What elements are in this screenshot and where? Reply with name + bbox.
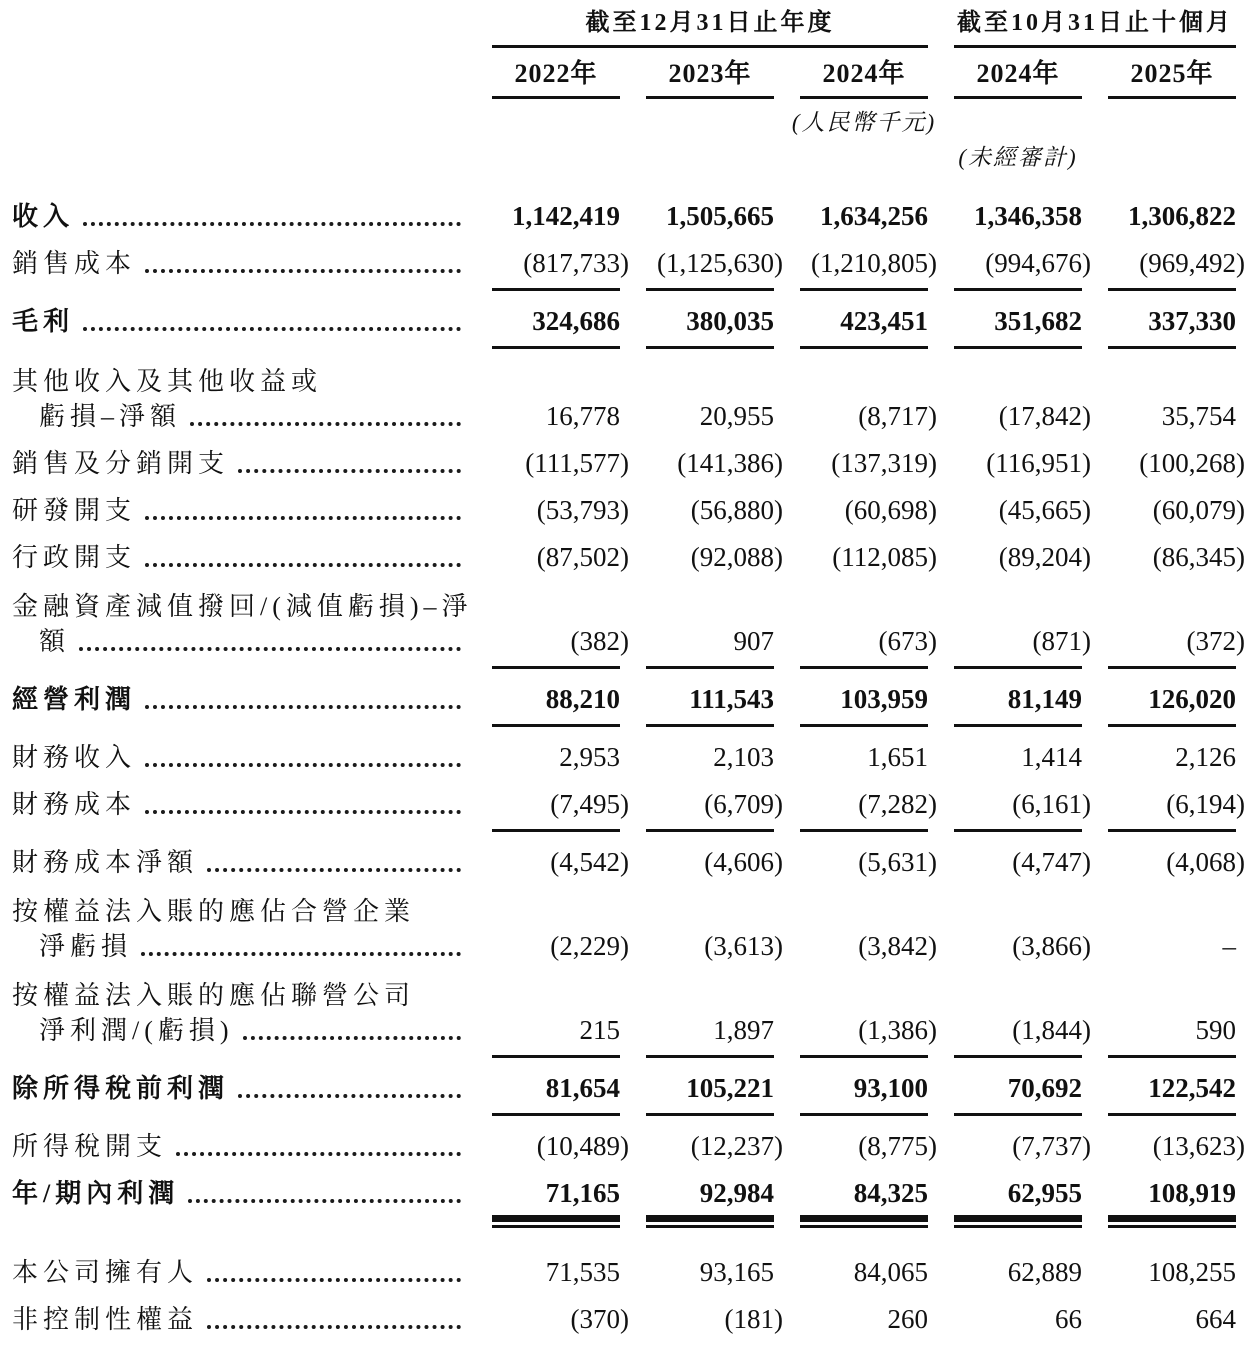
value-text: (181)	[724, 1304, 783, 1334]
value-text: 105,221	[686, 1073, 774, 1103]
value-cell	[492, 846, 629, 879]
value-cell	[800, 625, 937, 669]
value-cell	[646, 1014, 774, 1058]
value-cell	[954, 1256, 1082, 1289]
row-label-text: 銷售成本	[12, 249, 137, 278]
value-text: 590	[1195, 1015, 1236, 1045]
value-cell	[800, 741, 928, 774]
value-text: 1,897	[713, 1015, 774, 1045]
currency-note-row	[12, 108, 1236, 137]
col-header-2022: 2022年	[492, 59, 620, 99]
value-cell	[492, 400, 620, 433]
dot-leader	[141, 952, 461, 956]
value-cell	[954, 788, 1091, 832]
value-text: (1,125,630)	[657, 248, 783, 278]
row-label	[12, 741, 466, 774]
value-cell	[1108, 494, 1245, 527]
value-cell	[954, 494, 1091, 527]
value-cell	[1108, 1303, 1236, 1336]
value-text: (89,204)	[998, 542, 1091, 572]
row-label-text: 除所得稅前利潤	[12, 1074, 230, 1103]
value-text: 260	[887, 1304, 928, 1334]
value-cell	[800, 200, 928, 233]
value-cell	[646, 1303, 783, 1336]
row-label-line1: 金融資產減值撥回/(減值虧損)–淨	[12, 592, 473, 621]
value-cell	[954, 400, 1091, 433]
value-cell	[954, 1303, 1082, 1336]
value-text: (4,606)	[704, 847, 783, 877]
value-text: 1,346,358	[974, 201, 1082, 231]
value-text: 126,020	[1148, 684, 1236, 714]
value-cell	[646, 1130, 783, 1163]
value-cell	[492, 1130, 629, 1163]
value-cell	[646, 494, 783, 527]
row-label	[12, 247, 466, 280]
value-cell	[1108, 247, 1245, 291]
row-label	[12, 400, 466, 433]
value-cell	[492, 741, 620, 774]
value-cell	[800, 1303, 928, 1336]
value-cell	[954, 930, 1091, 963]
value-cell	[646, 930, 783, 963]
dot-leader	[190, 422, 461, 426]
value-text: 20,955	[699, 401, 774, 431]
dot-leader	[243, 1036, 461, 1040]
value-cell	[800, 1177, 928, 1230]
row-label-text: 財務成本淨額	[12, 848, 199, 877]
row-label-text: 淨利潤/(虧損)	[39, 1016, 234, 1045]
table-row	[12, 788, 1245, 832]
row-label	[12, 305, 466, 338]
row-label-text: 所得稅開支	[12, 1132, 168, 1161]
value-text: (137,319)	[831, 448, 937, 478]
value-text: 66	[1055, 1304, 1082, 1334]
value-text: 324,686	[532, 306, 620, 336]
row-label-text: 財務收入	[12, 743, 137, 772]
value-text: (6,194)	[1166, 789, 1245, 819]
value-cell	[646, 788, 783, 832]
dot-leader	[207, 1325, 461, 1329]
dot-leader	[145, 563, 461, 567]
value-cell	[1108, 930, 1236, 963]
value-text: 84,325	[853, 1178, 928, 1208]
table-row	[12, 447, 1245, 480]
value-text: 2,953	[559, 742, 620, 772]
value-text: (13,623)	[1152, 1131, 1245, 1161]
value-cell	[646, 1072, 774, 1116]
value-cell	[646, 247, 783, 291]
row-label-text: 年/期內利潤	[12, 1179, 180, 1208]
value-cell	[492, 930, 629, 963]
table-row	[12, 1177, 1236, 1230]
value-text: (112,085)	[832, 542, 937, 572]
value-cell	[646, 1177, 774, 1230]
value-text: (969,492)	[1139, 248, 1245, 278]
value-text: (17,842)	[998, 401, 1091, 431]
dot-leader	[188, 1199, 461, 1203]
col-header-2025-ten-months: 2025年	[1108, 59, 1236, 99]
value-cell	[646, 625, 774, 669]
row-label	[12, 1256, 466, 1289]
value-text: (111,577)	[525, 448, 629, 478]
value-cell	[492, 683, 620, 727]
value-cell	[492, 247, 629, 291]
value-text: 93,165	[699, 1257, 774, 1287]
row-label-text: 銷售及分銷開支	[12, 449, 230, 478]
value-cell	[646, 1256, 774, 1289]
row-label	[12, 447, 466, 480]
value-text: (141,386)	[677, 448, 783, 478]
table-row	[12, 400, 1236, 433]
dot-leader	[238, 469, 461, 473]
value-text: 2,103	[713, 742, 774, 772]
value-cell	[954, 200, 1082, 233]
value-cell	[954, 1014, 1091, 1058]
value-text: (3,866)	[1012, 931, 1091, 961]
value-cell	[492, 494, 629, 527]
value-text: (45,665)	[998, 495, 1091, 525]
value-cell	[1108, 1256, 1236, 1289]
row-label-text: 研發開支	[12, 496, 137, 525]
value-cell	[1108, 741, 1236, 774]
row-label-text: 淨虧損	[39, 932, 133, 961]
value-cell	[954, 683, 1082, 727]
value-text: –	[1222, 931, 1236, 961]
value-text: 664	[1195, 1304, 1236, 1334]
value-text: (8,775)	[858, 1131, 937, 1161]
col-header-2023: 2023年	[646, 59, 774, 99]
value-cell	[492, 200, 620, 233]
value-text: (817,733)	[523, 248, 629, 278]
value-cell	[800, 788, 937, 832]
value-text: (56,880)	[690, 495, 783, 525]
value-text: (7,282)	[858, 789, 937, 819]
table-row	[12, 305, 1236, 349]
dot-leader	[207, 868, 461, 872]
unaudited-note: (未經審計)	[958, 145, 1078, 170]
dot-leader	[79, 647, 461, 651]
table-row	[12, 1130, 1245, 1163]
value-cell	[1108, 1130, 1245, 1163]
value-text: 122,542	[1148, 1073, 1236, 1103]
value-text: 70,692	[1007, 1073, 1082, 1103]
value-text: 84,065	[853, 1257, 928, 1287]
value-cell	[1108, 1072, 1236, 1116]
value-cell	[492, 541, 629, 574]
value-text: (87,502)	[536, 542, 629, 572]
value-cell	[492, 305, 620, 349]
value-cell	[1108, 788, 1245, 832]
value-text: (10,489)	[536, 1131, 629, 1161]
dot-leader	[145, 516, 461, 520]
value-cell	[492, 788, 629, 832]
header-group-ten-months: 截至10月31日止十個月	[954, 8, 1236, 48]
value-text: (7,737)	[1012, 1131, 1091, 1161]
value-cell	[492, 447, 629, 480]
value-cell	[954, 1177, 1082, 1230]
value-text: (1,210,805)	[811, 248, 937, 278]
value-text: 35,754	[1161, 401, 1236, 431]
value-cell	[1108, 1177, 1236, 1230]
value-text: (116,951)	[986, 448, 1091, 478]
value-text: 1,634,256	[820, 201, 928, 231]
value-text: (6,161)	[1012, 789, 1091, 819]
value-text: (2,229)	[550, 931, 629, 961]
row-label	[12, 683, 466, 716]
value-cell	[954, 1130, 1091, 1163]
table-row	[12, 1256, 1236, 1289]
row-label-line1: 按權益法入賬的應佔聯營公司	[12, 981, 416, 1010]
value-cell	[800, 247, 937, 291]
row-label	[12, 1072, 466, 1105]
col-header-2024-ten-months: 2024年	[954, 59, 1082, 99]
value-cell	[492, 1256, 620, 1289]
table-row	[12, 625, 1245, 669]
table-row	[12, 541, 1245, 574]
row-label	[12, 494, 466, 527]
value-text: 423,451	[840, 306, 928, 336]
value-text: (1,844)	[1012, 1015, 1091, 1045]
value-cell	[1108, 541, 1245, 574]
value-text: (60,698)	[844, 495, 937, 525]
value-cell	[492, 625, 629, 669]
value-text: 88,210	[545, 684, 620, 714]
table-header-groups	[12, 8, 1236, 48]
value-cell	[800, 846, 937, 879]
value-text: 380,035	[686, 306, 774, 336]
value-text: (6,709)	[704, 789, 783, 819]
value-text: 81,654	[545, 1073, 620, 1103]
row-label	[12, 625, 466, 658]
row-label	[12, 200, 466, 233]
value-cell	[1108, 305, 1236, 349]
value-cell	[1108, 447, 1245, 480]
value-text: 71,165	[545, 1178, 620, 1208]
dot-leader	[83, 222, 461, 226]
value-cell	[954, 247, 1091, 291]
value-text: 1,505,665	[666, 201, 774, 231]
value-cell	[646, 846, 783, 879]
row-label	[12, 1130, 466, 1163]
value-text: (1,386)	[858, 1015, 937, 1045]
value-text: (3,842)	[858, 931, 937, 961]
value-text: 62,955	[1007, 1178, 1082, 1208]
row-label-text: 非控制性權益	[12, 1305, 199, 1334]
value-cell	[800, 1130, 937, 1163]
value-text: (86,345)	[1152, 542, 1245, 572]
value-text: 351,682	[994, 306, 1082, 336]
row-label-text: 虧損–淨額	[39, 402, 182, 431]
value-cell	[646, 541, 783, 574]
row-label-text: 行政開支	[12, 543, 137, 572]
row-label	[12, 541, 466, 574]
value-text: (4,068)	[1166, 847, 1245, 877]
row-label-line1: 按權益法入賬的應佔合營企業	[12, 897, 416, 926]
value-text: (7,495)	[550, 789, 629, 819]
value-cell	[800, 400, 937, 433]
dot-leader	[176, 1152, 461, 1156]
row-label-text: 本公司擁有人	[12, 1258, 199, 1287]
value-text: (5,631)	[858, 847, 937, 877]
dot-leader	[83, 327, 461, 331]
value-text: (4,747)	[1012, 847, 1091, 877]
value-cell	[646, 200, 774, 233]
table-row	[12, 494, 1245, 527]
dot-leader	[145, 810, 461, 814]
dot-leader	[207, 1278, 461, 1282]
value-text: 111,543	[689, 684, 774, 714]
value-cell	[954, 1072, 1082, 1116]
value-text: 81,149	[1007, 684, 1082, 714]
value-cell	[492, 1014, 620, 1058]
dot-leader	[238, 1094, 461, 1098]
value-cell	[954, 741, 1082, 774]
table-row	[12, 200, 1236, 233]
dot-leader	[145, 269, 461, 273]
value-text: 1,651	[867, 742, 928, 772]
value-text: 907	[733, 626, 774, 656]
value-text: (12,237)	[690, 1131, 783, 1161]
dot-leader	[145, 763, 461, 767]
value-text: (370)	[570, 1304, 629, 1334]
value-text: 108,255	[1148, 1257, 1236, 1287]
value-cell	[800, 1072, 928, 1116]
value-cell	[646, 683, 774, 727]
value-cell	[800, 541, 937, 574]
table-row	[12, 1014, 1236, 1058]
value-text: (871)	[1032, 626, 1091, 656]
row-label-text: 財務成本	[12, 790, 137, 819]
value-text: (994,676)	[985, 248, 1091, 278]
row-label	[12, 930, 466, 963]
row-label	[12, 788, 466, 821]
value-text: 1,306,822	[1128, 201, 1236, 231]
dot-leader	[145, 705, 461, 709]
value-cell	[1108, 400, 1236, 433]
row-label-text: 額	[39, 627, 71, 656]
currency-note: (人民幣千元)	[791, 110, 937, 135]
table-header-years	[12, 59, 1236, 99]
value-cell	[646, 741, 774, 774]
value-cell	[492, 1072, 620, 1116]
value-text: 108,919	[1148, 1178, 1236, 1208]
value-cell	[800, 1256, 928, 1289]
table-row	[12, 1303, 1236, 1336]
row-label	[12, 1303, 466, 1336]
table-body	[12, 200, 1245, 1336]
value-cell	[646, 305, 774, 349]
value-cell	[800, 683, 928, 727]
value-text: 62,889	[1007, 1257, 1082, 1287]
value-text: (8,717)	[858, 401, 937, 431]
row-label	[12, 1014, 466, 1047]
row-label-text: 收入	[12, 202, 75, 231]
value-text: 1,142,419	[512, 201, 620, 231]
value-cell	[1108, 846, 1245, 879]
value-cell	[1108, 683, 1236, 727]
value-text: 16,778	[545, 401, 620, 431]
value-text: (382)	[570, 626, 629, 656]
value-text: 103,959	[840, 684, 928, 714]
table-row	[12, 930, 1236, 963]
row-label-text: 經營利潤	[12, 685, 137, 714]
value-cell	[800, 447, 937, 480]
value-cell	[954, 447, 1091, 480]
value-text: 1,414	[1021, 742, 1082, 772]
value-text: 2,126	[1175, 742, 1236, 772]
value-cell	[1108, 625, 1245, 669]
value-text: (372)	[1186, 626, 1245, 656]
value-text: 337,330	[1148, 306, 1236, 336]
table-row	[12, 741, 1236, 774]
value-text: (100,268)	[1139, 448, 1245, 478]
value-cell	[1108, 200, 1236, 233]
value-cell	[954, 541, 1091, 574]
value-cell	[800, 930, 937, 963]
value-cell	[1108, 1014, 1236, 1058]
row-label-text: 毛利	[12, 307, 75, 336]
value-cell	[646, 400, 774, 433]
value-cell	[492, 1177, 620, 1230]
value-cell	[646, 447, 783, 480]
table-row	[12, 846, 1245, 879]
value-text: (673)	[878, 626, 937, 656]
value-text: 71,535	[545, 1257, 620, 1287]
value-cell	[800, 494, 937, 527]
value-cell	[800, 305, 928, 349]
value-cell	[954, 625, 1091, 669]
value-text: 215	[579, 1015, 620, 1045]
row-label-line1: 其他收入及其他收益或	[12, 367, 323, 396]
value-text: 92,984	[699, 1178, 774, 1208]
row-label	[12, 1177, 466, 1210]
value-text: (60,079)	[1152, 495, 1245, 525]
table-row	[12, 683, 1236, 727]
value-cell	[954, 846, 1091, 879]
row-label	[12, 846, 466, 879]
value-cell	[954, 305, 1082, 349]
value-text: (4,542)	[550, 847, 629, 877]
header-group-annual: 截至12月31日止年度	[492, 8, 928, 48]
unaudited-note-row	[12, 143, 1236, 172]
table-row	[12, 247, 1245, 291]
value-text: (3,613)	[704, 931, 783, 961]
value-text: (92,088)	[690, 542, 783, 572]
table-row	[12, 1072, 1236, 1116]
value-cell	[492, 1303, 629, 1336]
value-text: (53,793)	[536, 495, 629, 525]
col-header-2024: 2024年	[800, 59, 928, 99]
value-text: 93,100	[853, 1073, 928, 1103]
value-cell	[800, 1014, 937, 1058]
